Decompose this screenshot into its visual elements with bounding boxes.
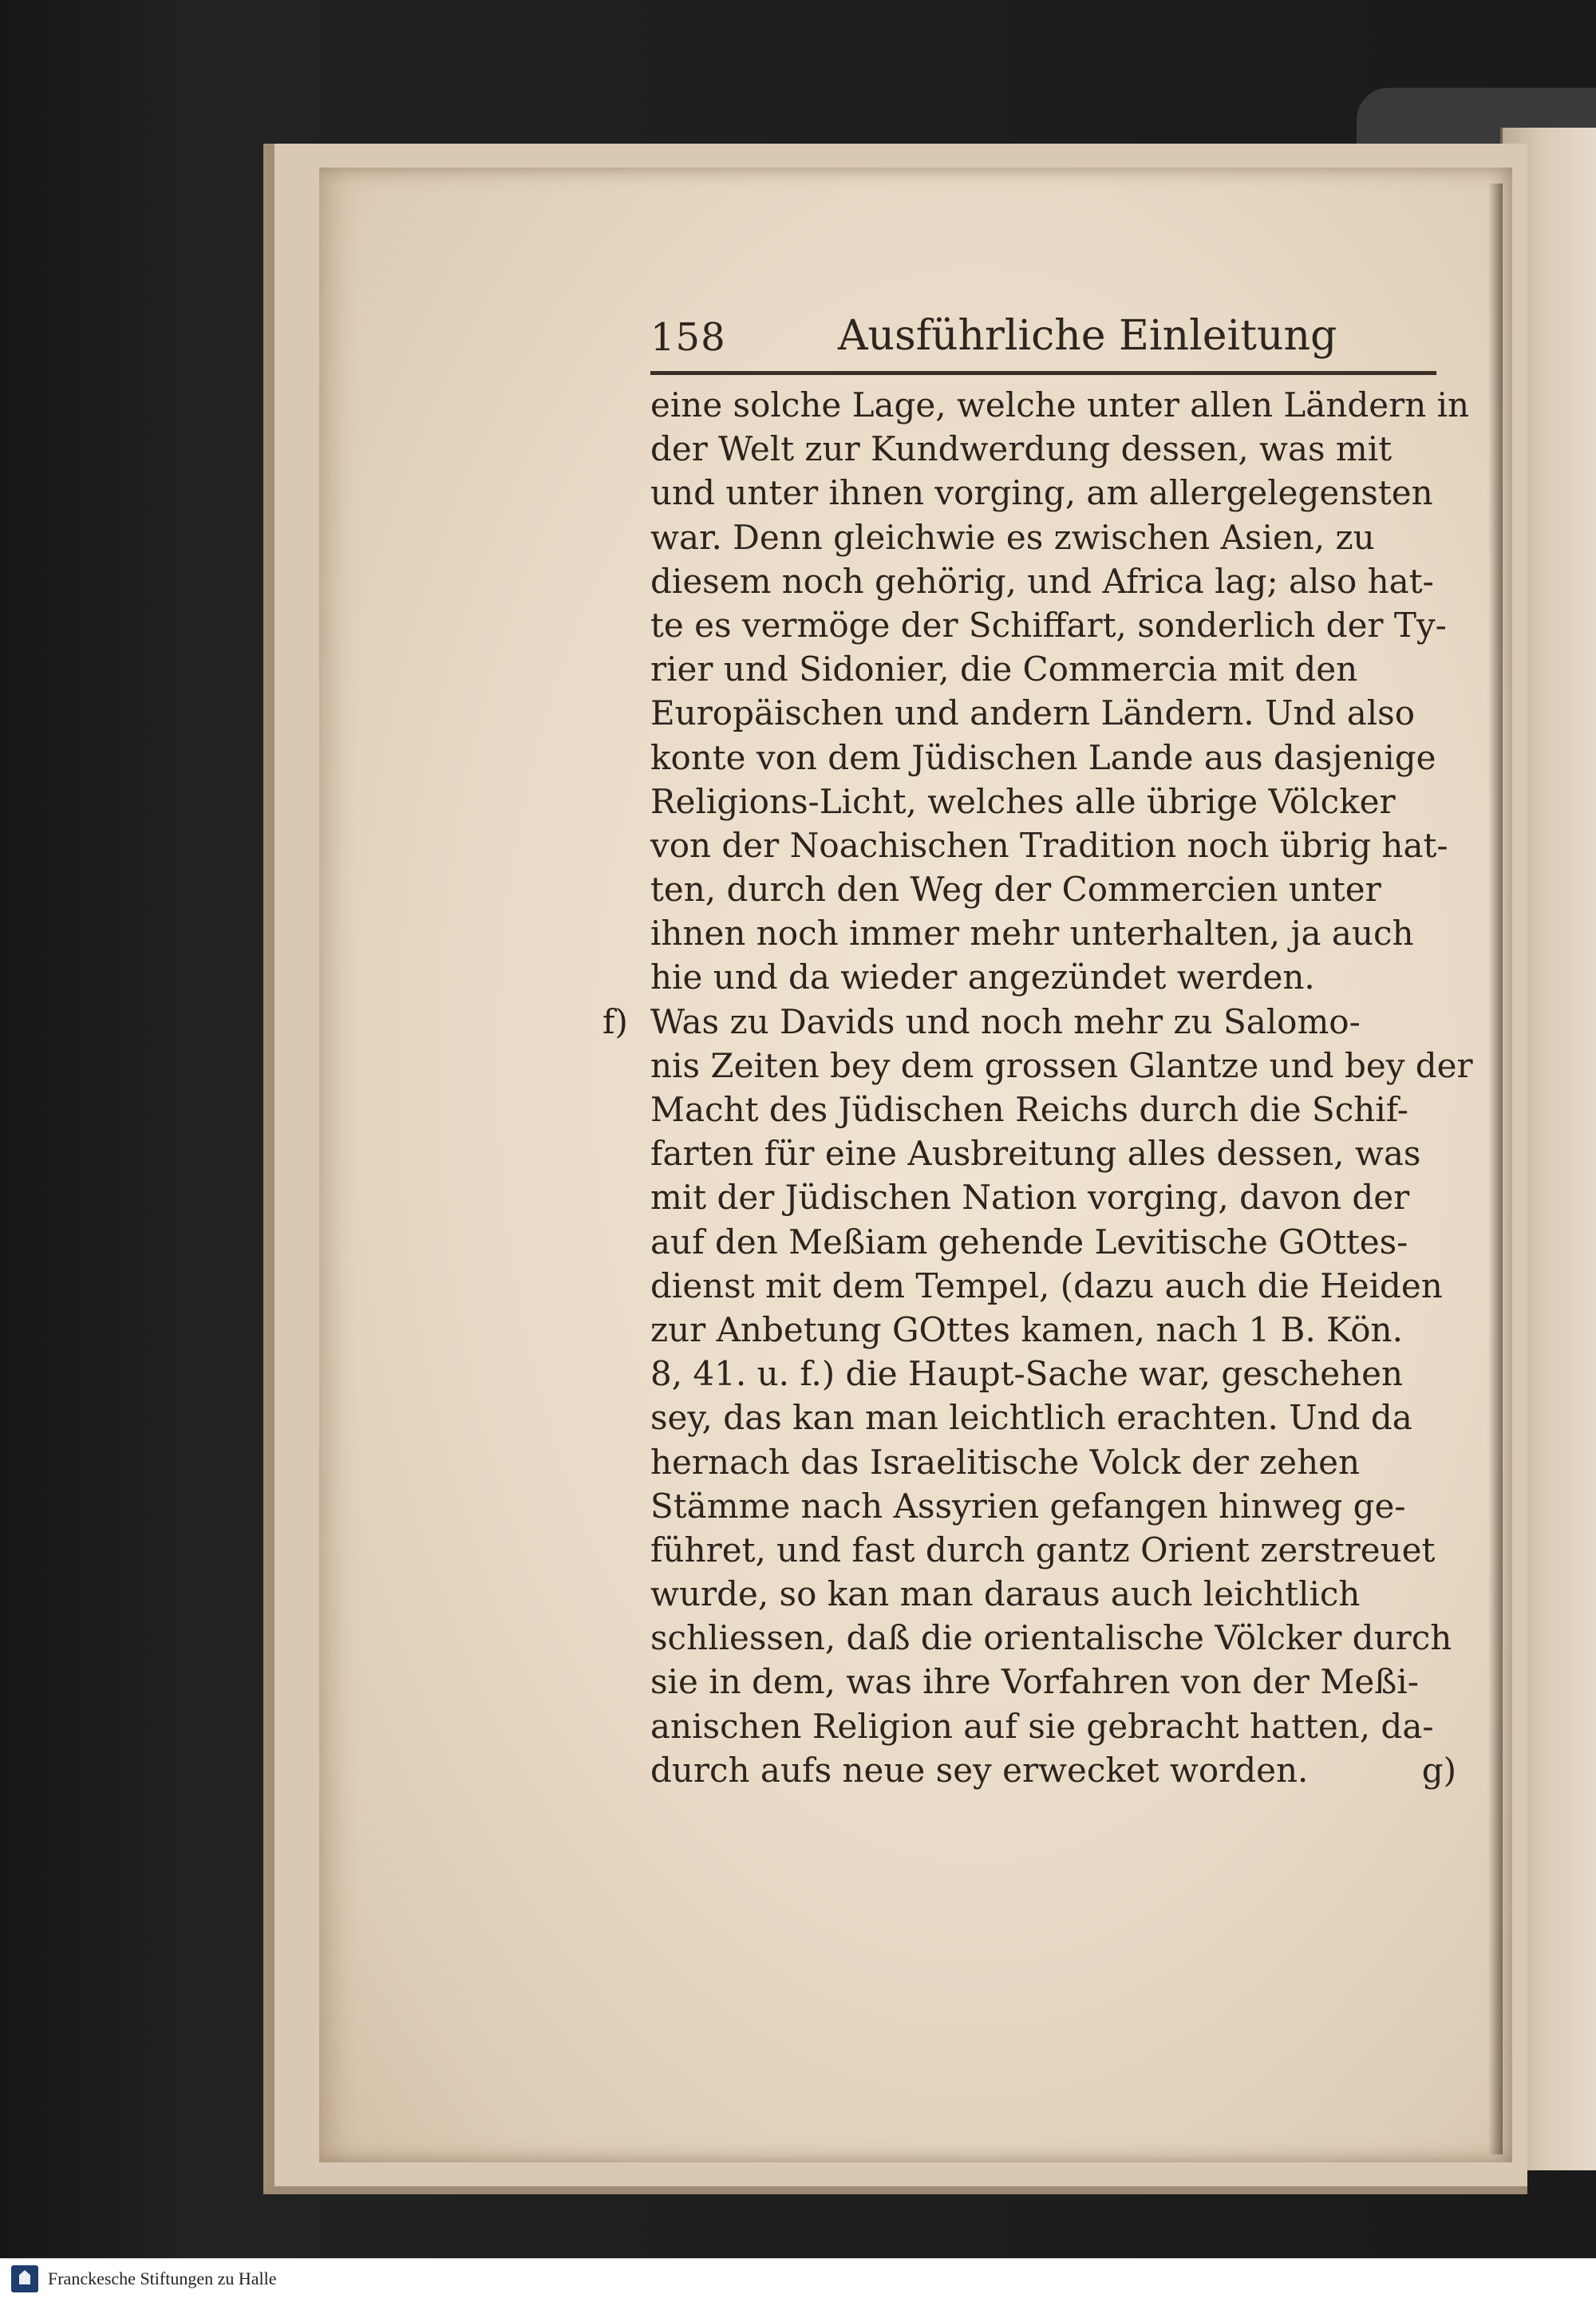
text-line: Religions-Licht, welches alle übrige Völcker [650,781,1396,821]
footer-bar [0,2258,1596,2298]
page-gutter [1488,184,1503,2154]
body-text [602,383,1473,1792]
text-line: zur Anbetung GOttes kamen, nach 1 B. Kön. [650,1309,1403,1349]
text-line: war. Denn gleichwie es zwischen Asien, zu [650,517,1375,557]
text-line: führet, und fast durch gantz Orient zerstreuet [650,1530,1436,1570]
text-line: Was zu Davids und noch mehr zu Salomo- [650,1001,1361,1041]
text-line: ihnen noch immer mehr unterhalten, ja auch [650,914,1414,954]
text-line: dienst mit dem Tempel, (dazu auch die Heiden [650,1265,1443,1305]
text-line: konte von dem Jüdischen Lande aus dasjenige [650,737,1436,777]
text-line: diesem noch gehörig, und Africa lag; also hat- [650,561,1434,601]
text-line: mit der Jüdischen Nation vorging, davon der [650,1178,1410,1218]
text-line: rier und Sidonier, die Commercia mit den [650,650,1358,689]
text-line: sie in dem, was ihre Vorfahren von der Meßi- [650,1662,1419,1702]
page-number: 158 [650,315,726,360]
text-line: Stämme nach Assyrien gefangen hinweg ge- [650,1486,1406,1526]
text-line: sey, das kan man leichtlich erachten. Und da [650,1398,1412,1438]
text-line: und unter ihnen vorging, am allergelegensten [650,473,1433,513]
text-line: auf den Meßiam gehende Levitische GOttes- [650,1222,1408,1262]
footer-label: Franckesche Stiftungen zu Halle [48,2268,277,2288]
running-title: Ausführliche Einleitung [838,312,1337,360]
text-line: nis Zeiten bey dem grossen Glantze und bey der [650,1045,1473,1085]
note-paragraph [650,1000,1473,1792]
text-line: anischen Religion auf sie gebracht hatten, da- [650,1706,1434,1746]
text-line: ten, durch den Weg der Commercien unter [650,870,1381,910]
catchword: g) [1421,1750,1456,1790]
text-line: der Welt zur Kundwerdung dessen, was mit [650,429,1393,469]
text-line: Europäischen und andern Ländern. Und also [650,693,1416,733]
text-line: farten für eine Ausbreitung alles dessen, was [650,1134,1421,1174]
text-line: wurde, so kan man daraus auch leichtlich [650,1574,1361,1614]
institution-logo-icon [11,2265,38,2292]
text-line: hernach das Israelitische Volck der zehen [650,1442,1361,1482]
text-line: von der Noachischen Tradition noch übrig hat- [650,825,1448,865]
text-line: hie und da wieder angezündet werden. [650,958,1315,997]
text-line: 8, 41. u. f.) die Haupt-Sache war, geschehen [650,1354,1404,1394]
text-line: te es vermöge der Schiffart, sonderlich der Ty- [650,605,1447,645]
text-line: Macht des Jüdischen Reichs durch die Schif- [650,1090,1408,1129]
main-paragraph [650,383,1470,1000]
note-marker: f) [602,1001,628,1041]
text-line: durch aufs neue sey erwecket worden. [650,1750,1309,1790]
page-header [650,312,1436,375]
note-f [602,1000,1473,1792]
text-line: schliessen, daß die orientalische Völcker durch [650,1618,1452,1658]
text-line: eine solche Lage, welche unter allen Ländern in [650,385,1470,424]
